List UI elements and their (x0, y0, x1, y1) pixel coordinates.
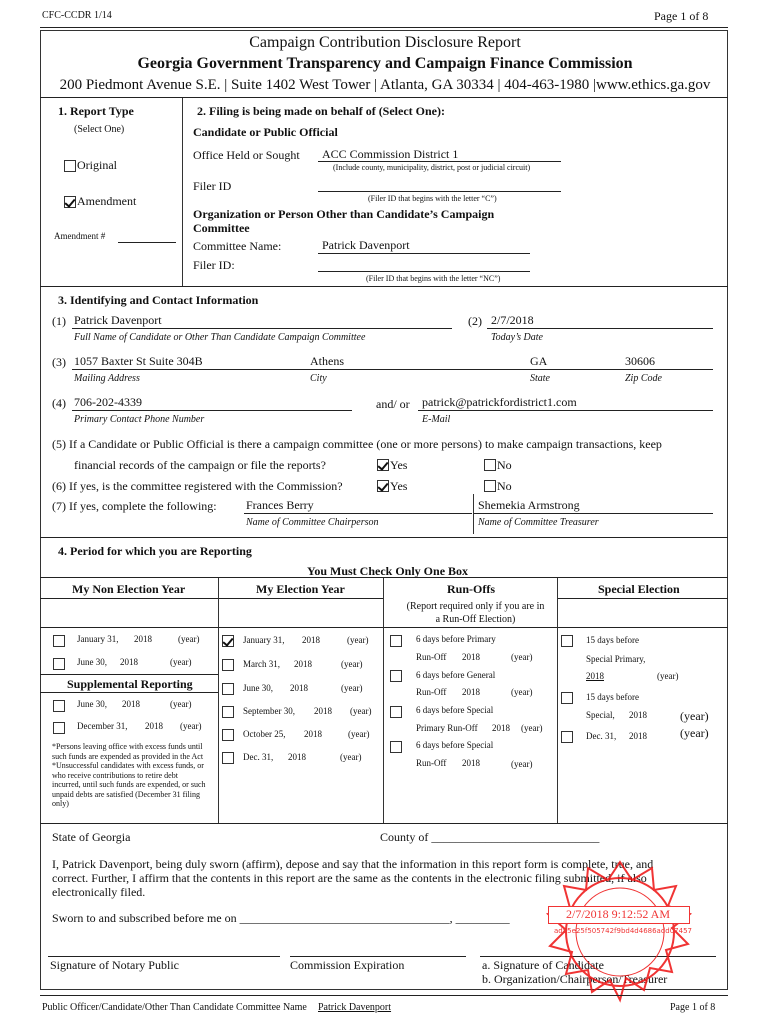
state-label: State of Georgia (52, 830, 131, 844)
notary-signature-label: Signature of Notary Public (50, 958, 179, 972)
full-name-caption: Full Name of Candidate or Other Than Candidate Campaign Committee (74, 332, 366, 343)
phone-caption: Primary Contact Phone Number (74, 414, 205, 425)
runoff-note: (Report required only if you are in (406, 601, 545, 612)
q6-yes-checkbox[interactable] (377, 480, 389, 492)
org-filer-id-field[interactable] (318, 271, 530, 272)
elec-oct25-checkbox[interactable] (222, 729, 234, 741)
elec-oct25-year: 2018 (304, 729, 322, 739)
q5-no-checkbox[interactable] (484, 459, 496, 471)
runoff-primary-label: 6 days before Primary (416, 634, 496, 644)
runoff-special-primary-label: 6 days before Special (416, 705, 494, 715)
special-primary-label-2: Special Primary, (586, 654, 646, 664)
elec-dec31-year-label: (year) (340, 752, 362, 762)
supp-jun30-checkbox[interactable] (53, 700, 65, 712)
elec-dec31-label: Dec. 31, (243, 752, 274, 762)
item-3-number: (3) (52, 355, 66, 369)
supp-jun30-year: 2018 (122, 699, 140, 709)
today-date-value: 2/7/2018 (491, 313, 534, 327)
runoff-special-primary-year: 2018 (492, 723, 510, 733)
elec-sep30-label: September 30, (243, 706, 295, 716)
special-dec31-checkbox[interactable] (561, 731, 573, 743)
elec-jan31-year-label: (year) (347, 635, 369, 645)
runoff-general-label-2: Run-Off (416, 687, 447, 697)
org-heading-2: Committee (193, 221, 250, 235)
non-jan31-year: 2018 (134, 634, 152, 644)
stamp-date: 2/7/2018 9:12:52 AM (565, 907, 670, 921)
supp-dec31-year: 2018 (145, 721, 163, 731)
zip-value: 30606 (625, 354, 655, 368)
page-number: Page 1 of 8 (654, 9, 709, 23)
filer-id-hint: (Filer ID that begins with the letter “C”) (368, 194, 497, 203)
runoff-special-primary-checkbox[interactable] (390, 706, 402, 718)
original-checkbox[interactable] (64, 160, 76, 172)
elec-sep30-checkbox[interactable] (222, 706, 234, 718)
non-jan31-checkbox[interactable] (53, 635, 65, 647)
and-or-label: and/ or (376, 397, 410, 411)
runoff-primary-year-label: (year) (511, 652, 533, 662)
supp-dec31-label: December 31, (77, 721, 128, 731)
footer-name: Patrick Davenport (318, 1002, 392, 1013)
candidate-signature-label: a. Signature of Candidate (482, 958, 604, 972)
runoff-primary-year: 2018 (462, 652, 480, 662)
commission-expiration-label: Commission Expiration (290, 958, 405, 972)
item-2-number: (2) (468, 314, 482, 328)
special-primary-year-label: (year) (657, 671, 679, 681)
amendment-number-field[interactable] (118, 242, 176, 243)
footer-label: Public Officer/Candidate/Other Than Candidate Committee Name (42, 1002, 307, 1013)
office-label: Office Held or Sought (193, 148, 300, 162)
runoff-special-primary-year-label: (year) (521, 723, 543, 733)
commission-address: 200 Piedmont Avenue S.E. | Suite 1402 West Tower | Atlanta, GA 30334 | 404-463-1980 |www.ethics.ga.gov (59, 77, 711, 93)
special-year: 2018 (629, 710, 647, 720)
item-1-number: (1) (52, 314, 66, 328)
chairperson-value: Frances Berry (246, 498, 314, 512)
question-7: (7) If yes, complete the following: (52, 499, 217, 513)
non-jan31-label: January 31, (77, 634, 119, 644)
must-check-note: You Must Check Only One Box (307, 564, 469, 578)
zip-caption: Zip Code (625, 373, 662, 384)
special-primary-year: 2018 (586, 671, 604, 681)
oath-text-2: correct. Further, I affirm that the contents in this report are the same as the contents in the electronic filing submitted, if also (52, 871, 647, 885)
city-value: Athens (310, 354, 344, 368)
supp-jun30-year-label: (year) (170, 699, 192, 709)
address-caption: Mailing Address (74, 373, 140, 384)
organization-signature-label: b. Organization/Chairperson/Treasurer (482, 972, 668, 986)
elec-oct25-label: October 25, (243, 729, 286, 739)
oath-text-3: electronically filed. (52, 885, 146, 899)
supplemental-footnote: *Persons leaving office with excess funds until such funds are expended as provided in the Act *Unsuccessful candidates with excess funds, or who receive contributions to retire debt incurred, until such funds are expended, or such unpaid debts are satisfied (December 31 filing only) (52, 742, 206, 808)
col-non-election: My Non Election Year (72, 582, 186, 596)
elec-jun30-checkbox[interactable] (222, 683, 234, 695)
q5-yes-label: Yes (390, 458, 408, 472)
stamp-code: ad85e25f505742f9bd4d4686add07457 (554, 927, 693, 935)
elec-dec31-checkbox[interactable] (222, 752, 234, 764)
special-label: 15 days before (586, 692, 639, 702)
filer-id-field[interactable] (318, 191, 561, 192)
candidate-heading: Candidate or Public Official (193, 125, 338, 139)
amendment-label: Amendment (77, 194, 137, 208)
filing-heading: 2. Filing is being made on behalf of (Select One): (197, 104, 445, 118)
elec-jun30-label: June 30, (243, 683, 273, 693)
oath-text: I, Patrick Davenport, being duly sworn (affirm), depose and say that the information in this report form is complete, true, and (52, 857, 654, 871)
supp-dec31-checkbox[interactable] (53, 722, 65, 734)
form-code: CFC-CCDR 1/14 (42, 10, 112, 21)
q6-yes-label: Yes (390, 479, 408, 493)
electronic-filing-stamp (540, 858, 700, 1010)
special-label-2: Special, (586, 710, 615, 720)
original-label: Original (77, 158, 117, 172)
email-caption: E-Mail (422, 414, 451, 425)
non-jan31-year-label: (year) (178, 634, 200, 644)
elec-sep30-year: 2018 (314, 706, 332, 716)
elec-mar31-checkbox[interactable] (222, 659, 234, 671)
elec-jun30-year: 2018 (290, 683, 308, 693)
elec-oct25-year-label: (year) (348, 729, 370, 739)
runoff-general-year-label: (year) (511, 687, 533, 697)
non-jun30-label: June 30, (77, 657, 107, 667)
sworn-line: Sworn to and subscribed before me on ___________________________________, _________ (52, 911, 510, 925)
org-filer-id-hint: (Filer ID that begins with the letter “NC”) (366, 274, 501, 283)
address-value: 1057 Baxter St Suite 304B (74, 354, 203, 368)
full-name-value: Patrick Davenport (74, 313, 162, 327)
elec-jun30-year-label: (year) (341, 683, 363, 693)
runoff-special-year-label: (year) (511, 759, 533, 769)
q5-yes-checkbox[interactable] (377, 459, 389, 471)
elec-mar31-label: March 31, (243, 659, 280, 669)
notary-signature-field[interactable] (48, 956, 280, 957)
period-heading: 4. Period for which you are Reporting (58, 544, 252, 558)
county-label: County of ____________________________ (380, 830, 600, 844)
office-hint: (Include county, municipality, district, post or judicial circuit) (333, 163, 531, 172)
filer-id-label: Filer ID (193, 179, 232, 193)
amendment-checkbox[interactable] (64, 196, 76, 208)
special-primary-label: 15 days before (586, 635, 639, 645)
special-year-label: (year) (680, 709, 709, 723)
supp-dec31-year-label: (year) (180, 721, 202, 731)
treasurer-value: Shemekia Armstrong (478, 498, 580, 512)
runoff-primary-label-2: Run-Off (416, 652, 447, 662)
office-value: ACC Commission District 1 (322, 147, 459, 161)
runoff-primary-checkbox[interactable] (390, 635, 402, 647)
runoff-special-year: 2018 (462, 758, 480, 768)
today-date-caption: Today’s Date (491, 332, 543, 343)
committee-name-value: Patrick Davenport (322, 238, 410, 252)
elec-mar31-year: 2018 (294, 659, 312, 669)
treasurer-caption: Name of Committee Treasurer (478, 517, 599, 528)
elec-mar31-year-label: (year) (341, 659, 363, 669)
chairperson-caption: Name of Committee Chairperson (246, 517, 379, 528)
q5-no-label: No (497, 458, 512, 472)
special-primary-checkbox[interactable] (561, 635, 573, 647)
special-dec31-label: Dec. 31, (586, 731, 617, 741)
special-dec31-year: 2018 (629, 731, 647, 741)
runoff-general-year: 2018 (462, 687, 480, 697)
org-heading: Organization or Person Other than Candidate’s Campaign (193, 207, 495, 221)
supplemental-heading: Supplemental Reporting (67, 677, 193, 691)
question-5: (5) If a Candidate or Public Official is there a campaign committee (one or more persons) to make campaign transactions, keep (52, 437, 662, 451)
city-caption: City (310, 373, 327, 384)
runoff-general-label: 6 days before General (416, 670, 496, 680)
amendment-number-label: Amendment # (54, 231, 106, 241)
col-special: Special Election (598, 582, 680, 596)
elec-jan31-year: 2018 (302, 635, 320, 645)
phone-value: 706-202-4339 (74, 395, 142, 409)
elec-jan31-label: January 31, (243, 635, 285, 645)
runoff-special-checkbox[interactable] (390, 741, 402, 753)
special-dec31-year-label: (year) (680, 726, 709, 740)
non-jun30-year-label: (year) (170, 657, 192, 667)
state-caption: State (530, 373, 550, 384)
commission-name: Georgia Government Transparency and Campaign Finance Commission (137, 55, 633, 72)
state-value: GA (530, 354, 548, 368)
contact-heading: 3. Identifying and Contact Information (58, 293, 259, 307)
special-checkbox[interactable] (561, 692, 573, 704)
question-5-cont: financial records of the campaign or file the reports? (74, 458, 326, 472)
org-filer-id-label: Filer ID: (193, 258, 235, 272)
non-jun30-year: 2018 (120, 657, 138, 667)
non-jun30-checkbox[interactable] (53, 658, 65, 670)
report-type-heading: 1. Report Type (58, 104, 134, 118)
runoff-note-2: a Run-Off Election) (435, 614, 516, 625)
runoff-special-primary-label-2: Primary Run-Off (416, 723, 478, 733)
commission-expiration-field[interactable] (290, 956, 466, 957)
elec-jan31-checkbox[interactable] (222, 635, 234, 647)
supp-jun30-label: June 30, (77, 699, 107, 709)
runoff-special-label: 6 days before Special (416, 740, 494, 750)
select-one-note: (Select One) (74, 124, 125, 135)
runoff-general-checkbox[interactable] (390, 670, 402, 682)
q6-no-label: No (497, 479, 512, 493)
email-value: patrick@patrickfordistrict1.com (422, 395, 577, 409)
elec-dec31-year: 2018 (288, 752, 306, 762)
elec-sep30-year-label: (year) (350, 706, 372, 716)
committee-name-label: Committee Name: (193, 239, 282, 253)
question-6: (6) If yes, is the committee registered with the Commission? (52, 479, 343, 493)
col-runoff: Run-Offs (447, 582, 496, 596)
form-title: Campaign Contribution Disclosure Report (249, 34, 521, 51)
runoff-special-label-2: Run-Off (416, 758, 447, 768)
col-election: My Election Year (256, 582, 345, 596)
q6-no-checkbox[interactable] (484, 480, 496, 492)
item-4-number: (4) (52, 396, 66, 410)
footer-page: Page 1 of 8 (670, 1002, 716, 1013)
